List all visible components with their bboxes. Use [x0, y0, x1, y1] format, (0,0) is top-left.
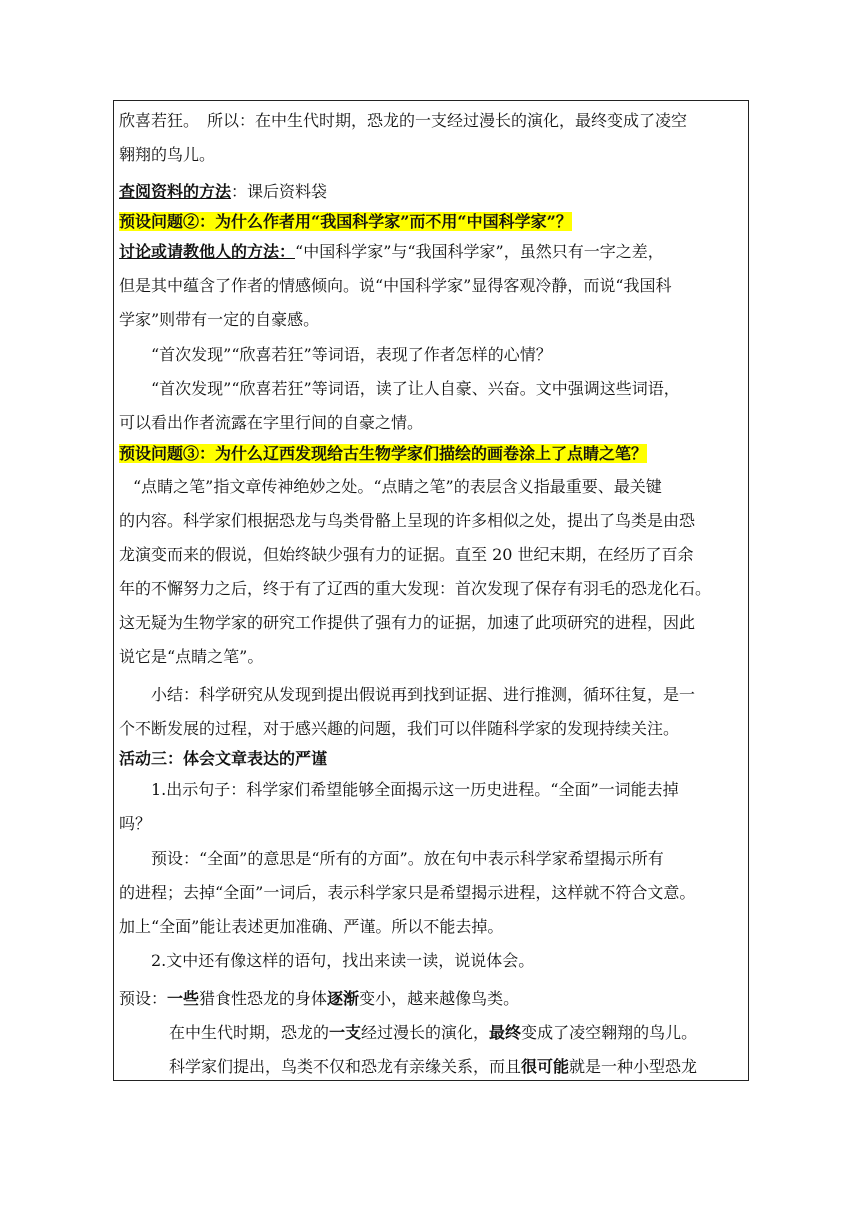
text-line: 1.出示句子：科学家们希望能够全面揭示这一历史进程。“全面”一词能去掉	[151, 780, 679, 799]
text-line: 翱翔的鸟儿。	[119, 145, 216, 164]
text-line: 学家”则带有一定的自豪感。	[119, 310, 320, 329]
preset-question-2	[119, 211, 572, 233]
example-sentence-1	[119, 988, 519, 1010]
sentence-part: 变小，越来越像鸟类。	[359, 989, 520, 1008]
sentence-part: 变成了凌空翱翔的鸟儿。	[521, 1023, 698, 1042]
method-text: ：课后资料袋	[231, 182, 328, 201]
sentence-part: 预设：	[119, 989, 168, 1008]
text-line: 的内容。科学家们根据恐龙与鸟类骨骼上呈现的许多相似之处，提出了鸟类是由恐	[119, 511, 696, 530]
emphasized-word: 逐渐	[327, 989, 360, 1008]
summary-line: 小结：科学研究从发现到提出假说再到找到证据、进行推测，循环往复，是一	[151, 685, 696, 704]
text-line: “首次发现”“欣喜若狂”等词语，读了让人自豪、兴奋。文中强调这些词语，	[151, 379, 680, 398]
text-line: 吗？	[119, 814, 152, 833]
method-text: “中国科学家”与“我国科学家”，虽然只有一字之差，	[295, 242, 664, 261]
text-line: 2.文中还有像这样的语句，找出来读一读，说说体会。	[151, 951, 535, 970]
highlighted-question: 预设问题③：为什么辽西发现给古生物学家们描绘的画卷涂上了点睛之笔？	[119, 444, 648, 463]
method-heading-discussion	[119, 241, 664, 263]
text-line: “点睛之笔”指文章传神绝妙之处。“点睛之笔”的表层含义指最重要、最关键	[133, 477, 662, 496]
sentence-part: 就是一种小型恐龙	[569, 1057, 698, 1076]
text-line: “首次发现”“欣喜若狂”等词语，表现了作者怎样的心情？	[151, 345, 552, 364]
example-sentence-2	[119, 1022, 697, 1044]
method-heading-research	[119, 181, 327, 203]
text-line: 预设：“全面”的意思是“所有的方面”。放在句中表示科学家希望揭示所有	[151, 849, 664, 868]
preset-question-3	[119, 443, 647, 465]
method-label: 查阅资料的方法	[119, 182, 232, 201]
activity-3-heading: 活动三：体会文章表达的严谨	[119, 749, 328, 768]
table-bottom-border	[113, 1080, 749, 1081]
sentence-part: 经过漫长的演化，	[361, 1023, 490, 1042]
text-line: 说它是“点睛之笔”。	[119, 647, 264, 666]
summary-line: 个不断发展的过程，对于感兴趣的问题，我们可以伴随科学家的发现持续关注。	[119, 719, 680, 738]
highlighted-question: 预设问题②：为什么作者用“我国科学家”而不用“中国科学家”？	[119, 212, 572, 231]
sentence-part: 猎食性恐龙的身体	[199, 989, 328, 1008]
emphasized-word: 最终	[489, 1023, 522, 1042]
emphasized-word: 很可能	[521, 1057, 570, 1076]
method-label: 讨论或请教他人的方法：	[119, 242, 296, 261]
emphasized-word: 一支	[329, 1023, 362, 1042]
text-line: 加上“全面”能让表述更加准确、严谨。所以不能去掉。	[119, 917, 504, 936]
sentence-part: 在中生代时期，恐龙的	[169, 1023, 330, 1042]
text-line: 这无疑为生物学家的研究工作提供了强有力的证据，加速了此项研究的进程，因此	[119, 613, 696, 632]
text-line: 但是其中蕴含了作者的情感倾向。说“中国科学家”显得客观冷静，而说“我国科	[119, 276, 672, 295]
text-line: 年的不懈努力之后，终于有了辽西的重大发现：首次发现了保存有羽毛的恐龙化石。	[119, 579, 712, 598]
text-line: 的进程；去掉“全面”一词后，表示科学家只是希望揭示进程，这样就不符合文意。	[119, 883, 696, 902]
text-line: 可以看出作者流露在字里行间的自豪之情。	[119, 413, 424, 432]
example-sentence-3	[119, 1056, 697, 1078]
text-line: 欣喜若狂。 所以：在中生代时期，恐龙的一支经过漫长的演化，最终变成了凌空	[119, 111, 688, 130]
emphasized-word: 一些	[167, 989, 200, 1008]
text-line: 龙演变而来的假说，但始终缺少强有力的证据。直至 20 世纪末期，在经历了百余	[119, 545, 694, 564]
sentence-part: 科学家们提出，鸟类不仅和恐龙有亲缘关系，而且	[169, 1057, 522, 1076]
